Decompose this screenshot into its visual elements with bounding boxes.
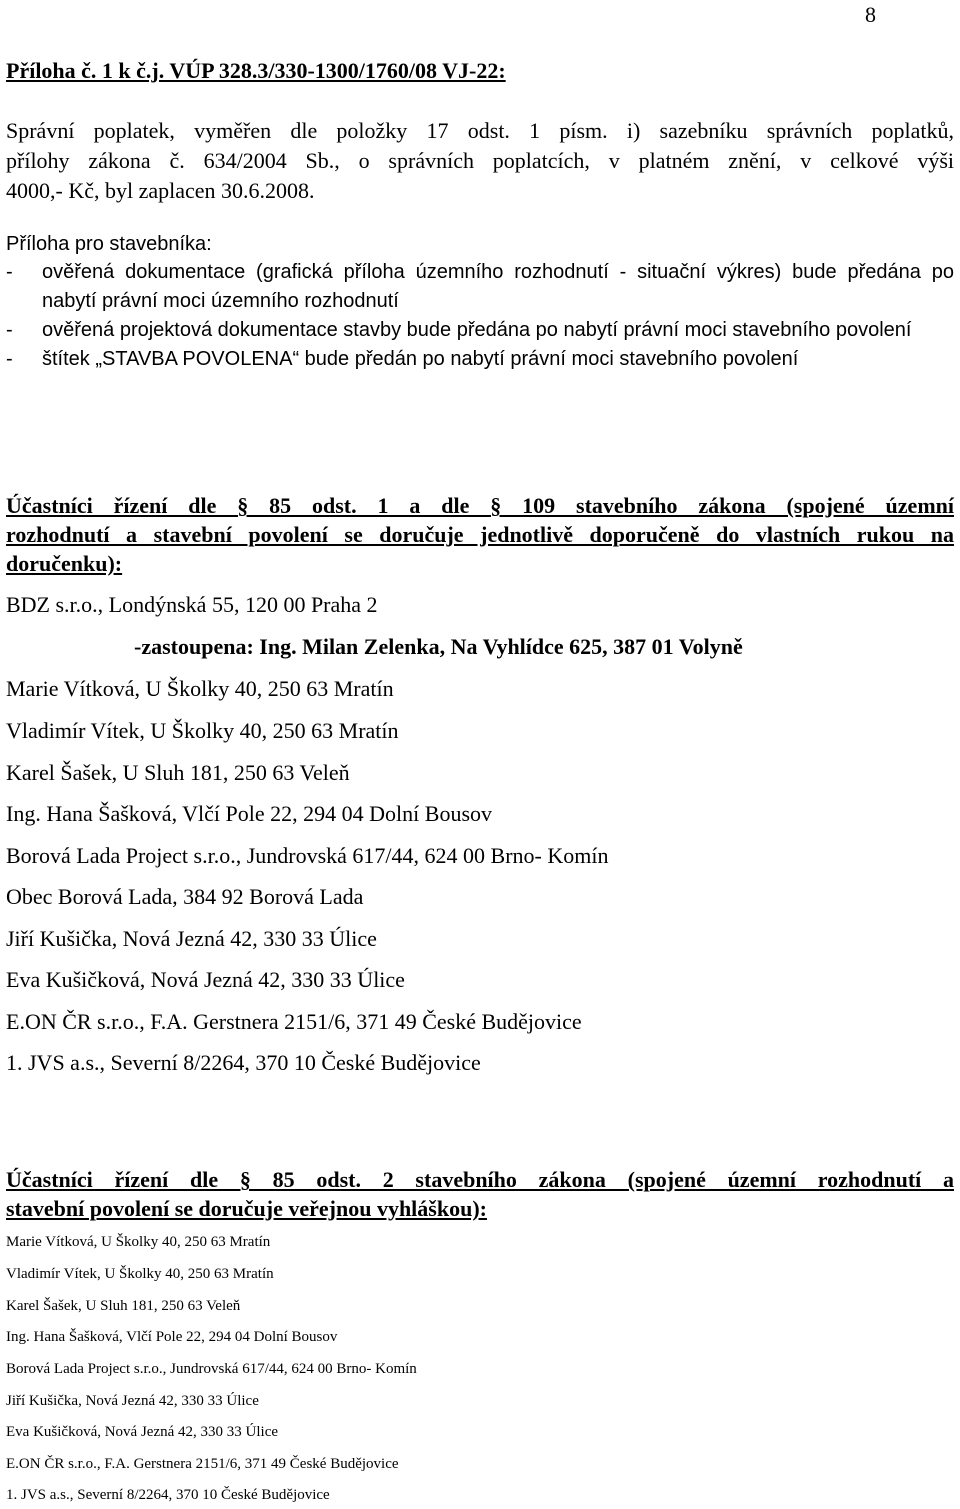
section2-title: [6, 1165, 954, 1223]
public-party-item: Vladimír Vítek, U Školky 40, 250 63 Mratín: [6, 1266, 274, 1282]
attachment-title: Příloha pro stavebníka:: [6, 233, 212, 255]
attachment-section: [6, 230, 954, 374]
attachment-item-text: ověřená dokumentace (grafická příloha územního rozhodnutí - situační výkres) bude předána po nabytí právní moci územního rozhodnutí: [42, 261, 954, 312]
section1-title-line: rozhodnutí a stavební povolení se doručuje jednotlivě doporučeně do vlastních rukou na: [6, 522, 954, 547]
party-item: Eva Kušičková, Nová Jezná 42, 330 33 Úlice: [6, 967, 405, 992]
attachment-item-text: štítek „STAVBA POVOLENA“ bude předán po nabytí právní moci stavebního povolení: [42, 348, 799, 370]
party-item: Jiří Kušička, Nová Jezná 42, 330 33 Úlice: [6, 926, 377, 951]
party-item: Karel Šašek, U Sluh 181, 250 63 Veleň: [6, 760, 350, 785]
section1-title-line: Účastníci řízení dle § 85 odst. 1 a dle § 109 stavebního zákona (spojené územní: [6, 493, 954, 518]
fee-line: 4000,- Kč, byl zaplacen 30.6.2008.: [6, 178, 315, 203]
party-item: 1. JVS a.s., Severní 8/2264, 370 10 České Budějovice: [6, 1050, 481, 1075]
page-number: 8: [865, 2, 876, 27]
public-party-item: Borová Lada Project s.r.o., Jundrovská 617/44, 624 00 Brno- Komín: [6, 1361, 417, 1377]
public-party-item: E.ON ČR s.r.o., F.A. Gerstnera 2151/6, 371 49 České Budějovice: [6, 1456, 399, 1472]
public-party-item: 1. JVS a.s., Severní 8/2264, 370 10 České Budějovice: [6, 1487, 330, 1503]
party-item: Marie Vítková, U Školky 40, 250 63 Mratín: [6, 676, 394, 701]
document-header: Příloha č. 1 k č.j. VÚP 328.3/330-1300/1760/08 VJ-22:: [6, 58, 506, 83]
party-item: E.ON ČR s.r.o., F.A. Gerstnera 2151/6, 371 49 České Budějovice: [6, 1009, 582, 1034]
public-party-item: Jiří Kušička, Nová Jezná 42, 330 33 Úlice: [6, 1393, 259, 1409]
party-item: Borová Lada Project s.r.o., Jundrovská 617/44, 624 00 Brno- Komín: [6, 843, 609, 868]
attachment-item-text: ověřená projektová dokumentace stavby bude předána po nabytí právní moci stavebního povolení: [42, 319, 912, 341]
party-item: Ing. Hana Šašková, Vlčí Pole 22, 294 04 Dolní Bousov: [6, 801, 493, 826]
public-party-item: Eva Kušičková, Nová Jezná 42, 330 33 Úlice: [6, 1424, 279, 1440]
section1-title: [6, 491, 954, 578]
section2-title-line: stavební povolení se doručuje veřejnou vyhláškou):: [6, 1196, 487, 1221]
party-first: BDZ s.r.o., Londýnská 55, 120 00 Praha 2: [6, 592, 378, 617]
party-item: Vladimír Vítek, U Školky 40, 250 63 Mratín: [6, 718, 399, 743]
attachment-item: [6, 258, 954, 316]
bullet-dash: -: [6, 261, 13, 283]
party-item: Obec Borová Lada, 384 92 Borová Lada: [6, 884, 364, 909]
bullet-dash: -: [6, 348, 13, 370]
section1-title-line: doručenku):: [6, 551, 123, 576]
public-party-item: Ing. Hana Šašková, Vlčí Pole 22, 294 04 Dolní Bousov: [6, 1329, 338, 1345]
bullet-dash: -: [6, 319, 13, 341]
public-party-item: Karel Šašek, U Sluh 181, 250 63 Veleň: [6, 1298, 241, 1314]
fee-line: přílohy zákona č. 634/2004 Sb., o správních poplatcích, v platném znění, v celkové výši: [6, 148, 954, 173]
public-party-item: Marie Vítková, U Školky 40, 250 63 Mratín: [6, 1234, 271, 1250]
party-representative: -zastoupena: Ing. Milan Zelenka, Na Vyhlídce 625, 387 01 Volyně: [134, 634, 743, 659]
attachment-item: [6, 316, 954, 345]
attachment-item: [6, 345, 954, 374]
fee-line: Správní poplatek, vyměřen dle položky 17 odst. 1 písm. i) sazebníku správních poplatků,: [6, 118, 954, 143]
section2-title-line: Účastníci řízení dle § 85 odst. 2 stavebního zákona (spojené územní rozhodnutí a: [6, 1167, 954, 1192]
fee-paragraph: [6, 116, 954, 206]
